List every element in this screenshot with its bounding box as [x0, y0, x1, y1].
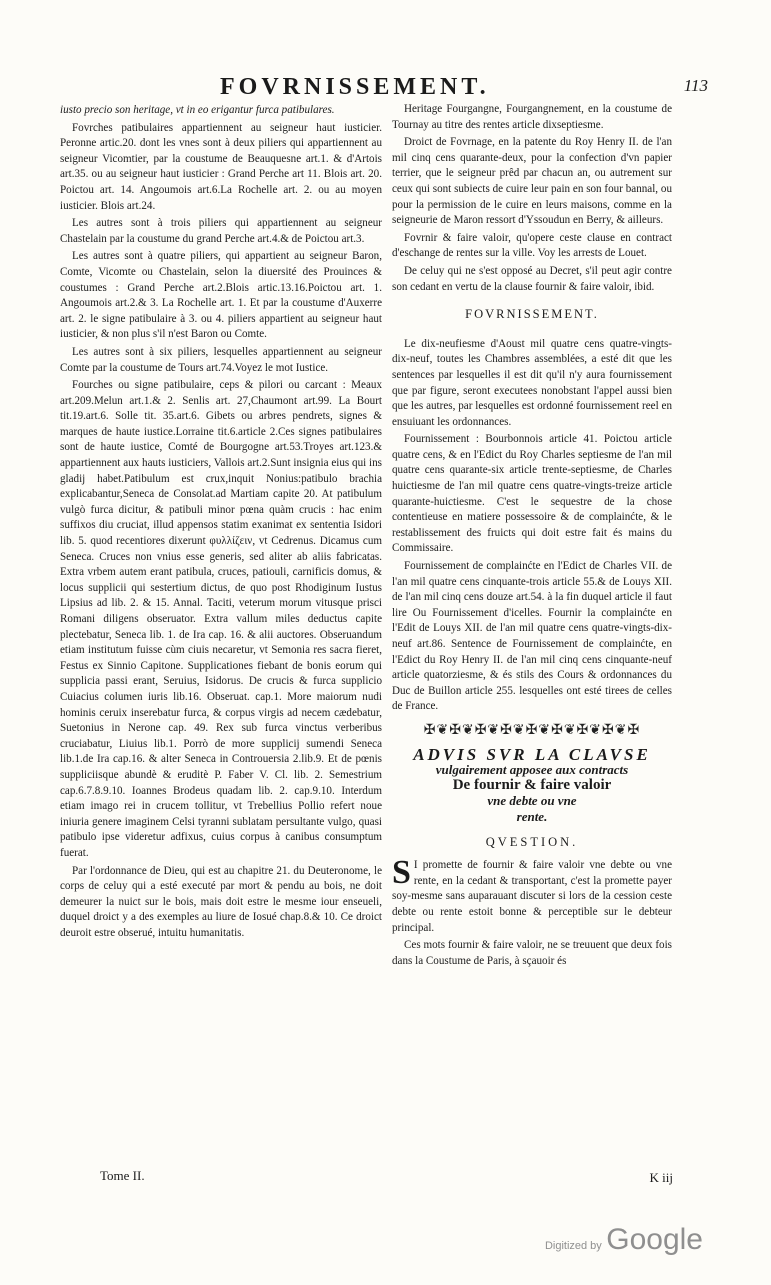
advis-line: ADVIS SVR LA CLAVSE	[413, 744, 651, 764]
left-column	[60, 103, 382, 943]
watermark-brand: Google	[606, 1223, 703, 1256]
question-text: I promette de fournir & faire valoir vne debte ou vne rente, en la cedant & transportant, c'est la promette payer soy-mesme sans auparauant discuter si lors de la cession ceste debte ou rente estoit bonne & perceptible sur le debteur principal.	[392, 859, 672, 934]
watermark-prefix: Digitized by	[544, 1240, 602, 1252]
paragraph: Les autres sont à quatre piliers, qui appartient au seigneur Baron, Comte, Vicomte ou Chastelain, selon la diuersité des Prouinces & coustumes : Grand Perche art.2.Blois artic.13.16.Poictou art. 1. Angoumois art.2.& 3. La Rochelle art. 1. Et par la coustume d'Auxerre art. 2. le signe patibulaire à 3. ou 4. piliers appartient au seigneur haut iusticier, & non plus s'il n'est Baron ou Comte.	[60, 250, 382, 341]
right-column	[392, 102, 672, 971]
google-watermark	[545, 1223, 703, 1257]
paragraph: Les autres sont à trois piliers qui appartiennent au seigneur Chastelain par la coustume du grand Perche art.4.& de Poictou art.3.	[60, 217, 382, 245]
paragraph: Les autres sont à six piliers, lesquelles appartiennent au seigneur Comte par la coustume de Tours art.74.Voyez le mot Iustice.	[60, 345, 382, 374]
paragraph: Fournissement de complainćte en l'Edict de Charles VII. de l'an mil quatre cens cinquante-trois article 55.& de Louys XII. de l'an mil cinq cens douze art.54. à la fin duquel article il faut lire Ou Fournissement d'icelles. Fournir la complainćte en l'Edit de Louys XII. de l'an mil quatre cens quatre-vingts-dix-neuf art.86. Sentence de Fournissement de complainćte, en l'Edict du Roy Henry II. de l'an mil cinq cens cinquante-neuf article quatorziesme, & és stils des Cours & ordonnances du Duc de Buillon article 255. lesquelles ont esté tirees de celles de France.	[392, 560, 672, 713]
drop-cap: S	[392, 854, 411, 892]
ornament-band: ✠❦✠❦✠❦✠❦✠❦✠❦✠❦✠❦✠	[423, 722, 641, 738]
signature-mark: K iij	[649, 1170, 673, 1185]
paragraph: Fovrches patibulaires appartiennent au seigneur haut iusticier. Peronne artic.20. dont les vnes sont à deux piliers qui appartiennent au seigneur Vicomtier, par la coustume de Beauquesne art.1. & d'Artois art.35. ou au seigneur haut iusticier : Grand Perche art 11. Blois art. 20. Poictou art. 14. Angoumois art.6.La Rochelle art. 2. ou au moyen iusticier. Blois art.24.	[60, 121, 382, 212]
paragraph: Fournissement : Bourbonnois article 41. Poictou article quatre cens, & en l'Edict du Roy Charles septiesme de l'an mil quatre cens quarante-six article trente-septiesme, de Charles huictiesme de l'an mil quatre cens quatre-vingts-treize article quarante-huictiesme. C'est le sequestre de la chose contentieuse en matiere possessoire & de complainćte, & le restablissement des fruicts qui doit estre fait és mains du Commissaire.	[392, 433, 672, 555]
running-title: FOVRNISSEMENT.	[220, 74, 490, 100]
paragraph: Ces mots fournir & faire valoir, ne se treuuent que deux fois dans la Coustume de Paris, à sçauoir és	[392, 939, 672, 967]
advis-line: vulgairement apposee aux contracts	[435, 762, 629, 778]
paragraph: De celuy qui ne s'est opposé au Decret, s'il peut agir contre son cedant en vertu de la clause fournir & faire valoir, ibid.	[392, 264, 672, 293]
advis-heading	[392, 744, 672, 825]
tome-label: Tome II.	[100, 1168, 145, 1183]
advis-line: vne debte ou vne	[487, 793, 577, 809]
page-header	[60, 74, 720, 104]
paragraph: Fourches ou signe patibulaire, ceps & pilori ou carcant : Meaux art.209.Melun art.1.& 2. Senlis art. 27,Chaumont art.99. La Bourt tit.19.art.6. Solle tit. 35.art.6. Gibets ou arbres pendrets, signes & marques de haute iustice.Lorraine tit.6.article 2.Ces signes patibulaires sont de haute iustice, Comté de Bourgogne art.53.Troyes art.123.& appartiennent aux hauts iusticiers, Vallois art.2.Sunt insignia eius qui ins gladij habet.Patibulum est crux,inquit Nonius:patibulo brachia explicabantur,Seneca de Consolat.ad Martiam capite 20. At patibulum vulgò furca dicitur, & patibuli minor pœna quàm crucis : hac enim suffixos diu cruciat, illud appensos statim exanimat ex sententia Isidori lib. 5. quod recentiores dixerunt φυλλίζειν, vt Cedrenus. Dicamus cum Seneca. Cruces non vnius esse generis, sed aliter ab aliis fabricatas. Extra vrbem autem erant patibula, cruces, patiouli, carnificis domus, & locus supplicii qui sestertium dictus, de quo post Rhodiginum Iustus Lipsius ad lib. 2. & 15. Annal. Taciti, veterum morum vitusque prisci Romani diligens obseruator. Extra vallum miles deductus capite plectebatur, Seneca lib. 1. de Ira cap. 16. & alii auctores. Obseruandum etiam institutum fuisse cùm ciuis necaretur, vt Semonia res sacra fieret, Festus ex Sinnio Capitone. Supplicationes fiebant de bonis eorum qui supplicia passi erant, Seruius, Isidorus. De crucis & furca supplicio Cuiacius columen iuris lib.16. Obseruat. cap.1. More maiorum nudi hominis ceruix inserebatur furca, & corpus virgis ad necem cædebatur, Suetonius in Nerone cap. 49. Rex sub furca vinctus verberibus cruciabatur, Liuius lib.1. Porrò de more supplicij sumendi Seneca lib.1.de Ira cap.16. & alter Seneca in Controuersia 2.lib.9. Et de pœnis suppliciisque abundè & eruditè P. Faber V. Cl. lib. 2. Semestrium cap.6.7.8.9.10. Ioannes Brodeus quadam lib. 2. cap.9.10. Interdum etiam imago rei in crucem tollitur, vt Trebellius Pollio refert noue iniuria genere imaginem Celsi tyranni sublatam persultante vulgo, quasi patibulo ipse videretur adfixus, cuius corpus à canibus consumptum fuerat.	[60, 379, 382, 859]
question-paragraph	[392, 854, 672, 936]
advis-line: De fournir & faire valoir	[452, 776, 612, 793]
paragraph: Par l'ordonnance de Dieu, qui est au chapitre 21. du Deuteronome, le corps de celuy qui a esté executé par mort & pendu au bois, ne doit demeurer la nuict sur le bois, mais doit estre le mesme iour enseueli, duquel droict y a des exemples au liure de Iosué chap.8.& 10. Ce droict deuroit estre obserué, intuitu humanitatis.	[60, 864, 382, 939]
paragraph: Le dix-neufiesme d'Aoust mil quatre cens quatre-vingts-dix-neuf, toutes les Chambres assemblées, a esté dit que les sentences par lesquelles il est dit qu'il n'y aura fournissement que par figure, seront executees nonobstant l'appel aussi bien que les autres, par lesquelles est ordonné fournissement reel en ensuiuant les ordonnances.	[392, 337, 672, 428]
advis-line: rente.	[516, 808, 548, 824]
paragraph: Heritage Fourgangne, Fourgangnement, en la coustume de Tournay au titre des rentes article dixseptiesme.	[392, 103, 672, 131]
paragraph: iusto precio son heritage, vt in eo erigantur furca patibulares.	[60, 104, 335, 116]
paragraph: Fovrnir & faire valoir, qu'opere ceste clause en contract d'eschange de rentes sur la ville. Voy les arrests de Louet.	[392, 231, 672, 260]
question-title: QVESTION.	[485, 834, 579, 849]
paragraph: Droict de Fovrnage, en la patente du Roy Henry II. de l'an mil cinq cens quarante-deux, pour la confection d'vn papier terrier, que le seigneur prêd par chacun an, ou autrement sur ceux qui sont subiects de cuire leur pain en son four bannal, ou pour la permission de le cuire en leurs maisons, comme en la seigneurie de Maron ressort d'Yssoudun en Berry, & ailleurs.	[392, 136, 672, 227]
page-number: 113	[683, 76, 708, 95]
section-title: FOVRNISSEMENT.	[465, 307, 599, 322]
